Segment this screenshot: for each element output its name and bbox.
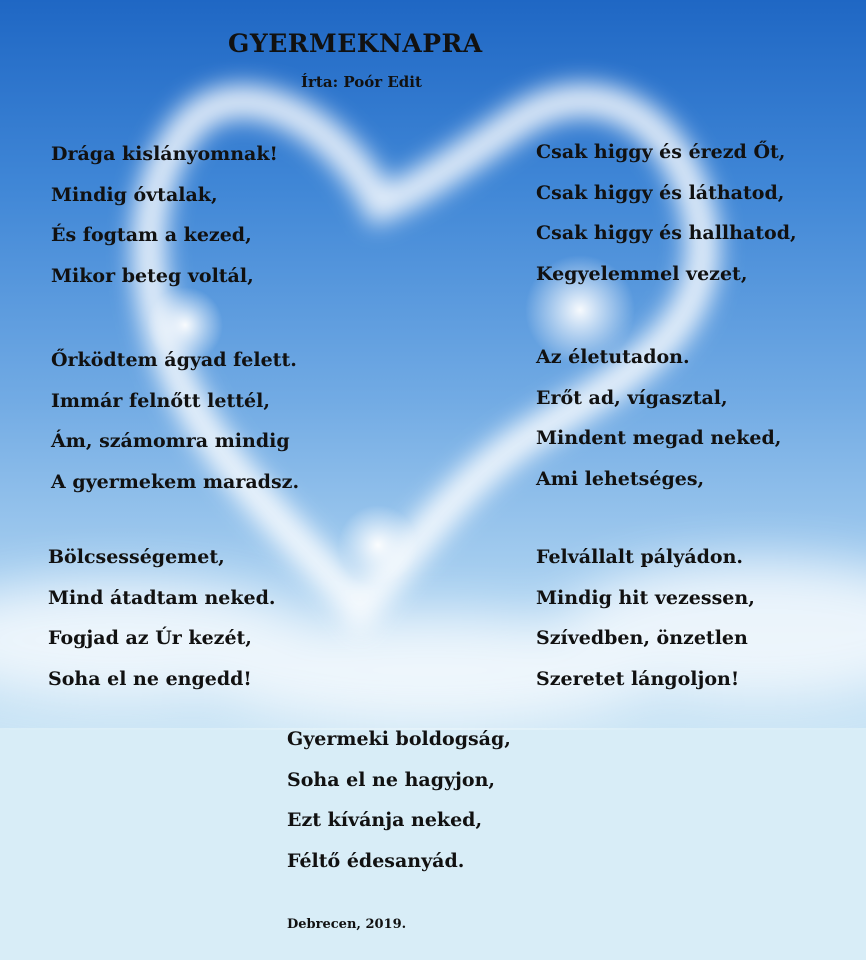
- poem-line: Csak higgy és láthatod,: [536, 181, 785, 204]
- poem-line: Szeretet lángoljon!: [536, 667, 740, 690]
- poem-line: Drága kislányomnak!: [51, 143, 278, 165]
- poem-line: Szívedben, önzetlen: [536, 627, 748, 649]
- stanza-3: [48, 537, 276, 699]
- poem-line: A gyermekem maradsz.: [51, 470, 300, 493]
- stanza-6: [536, 537, 755, 699]
- poem-line: Csak higgy és érezd Őt,: [536, 141, 786, 163]
- poem-line: Mindent megad neked,: [536, 427, 782, 449]
- poem-line: Féltő édesanyád.: [287, 849, 465, 872]
- poem-line: Soha el ne engedd!: [48, 667, 252, 690]
- poem-line: Mindig óvtalak,: [51, 183, 218, 206]
- poem-line: Felvállalt pályádon.: [536, 546, 744, 568]
- poem-line: Mindig hit vezessen,: [536, 586, 755, 609]
- poem-line: Fogjad az Úr kezét,: [48, 627, 252, 649]
- stanza-7: [287, 719, 511, 881]
- poem-line: Az életutadon.: [536, 346, 690, 368]
- poem-line: Bölcsességemet,: [48, 546, 225, 568]
- poem-line: Csak higgy és hallhatod,: [536, 222, 797, 244]
- poem-line: Kegyelemmel vezet,: [536, 262, 748, 285]
- poem-line: Mikor beteg voltál,: [51, 264, 254, 287]
- poem-line: És fogtam a kezed,: [51, 224, 252, 246]
- poem-title: GYERMEKNAPRA: [228, 29, 483, 58]
- poem-line: Őrködtem ágyad felett.: [51, 349, 297, 371]
- footer-place-date: Debrecen, 2019.: [287, 917, 407, 932]
- stanza-2: [51, 340, 299, 502]
- stanza-1: [51, 134, 278, 296]
- poem-line: Ám, számomra mindig: [51, 430, 290, 452]
- poem-line: Mind átadtam neked.: [48, 586, 276, 609]
- poem-line: Gyermeki boldogság,: [287, 728, 511, 750]
- poem-line: Soha el ne hagyjon,: [287, 768, 495, 791]
- sparkle-bottom: [338, 505, 418, 585]
- poem-line: Ami lehetséges,: [536, 467, 705, 490]
- stanza-5: [536, 337, 781, 499]
- poem-line: Ezt kívánja neked,: [287, 809, 483, 831]
- poem-line: Erőt ad, vígasztal,: [536, 386, 728, 409]
- stanza-4: [536, 132, 797, 294]
- poem-author: Írta: Poór Edit: [301, 73, 422, 91]
- poem-line: Immár felnőtt lettél,: [51, 389, 270, 412]
